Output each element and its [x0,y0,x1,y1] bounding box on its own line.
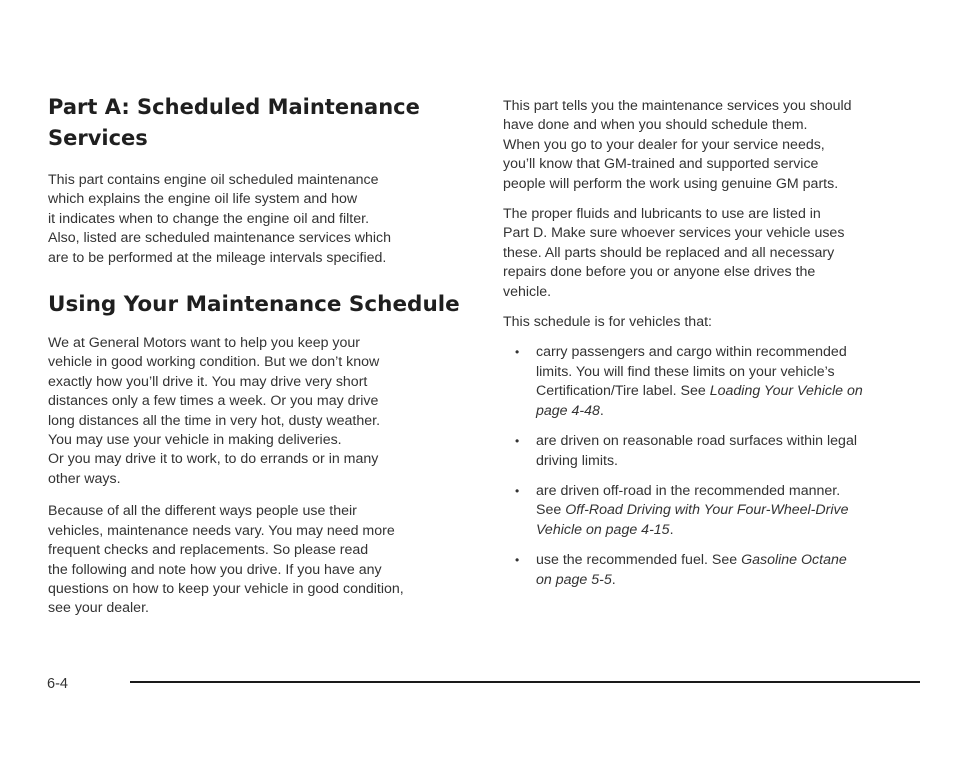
text-line: you’ll know that GM-trained and supported service [503,156,819,173]
list-item [503,482,923,540]
heading-part-a [48,92,478,154]
text-line: are driven off-road in the recommended manner. [536,482,841,499]
text-line: Part D. Make sure whoever services your vehicle uses [503,225,845,242]
text-line [536,402,923,421]
text-line: When you go to your dealer for your service needs, [503,136,825,153]
heading-using-schedule: Using Your Maintenance Schedule [48,292,460,318]
left-column [48,92,478,619]
using-paragraph-2 [48,502,478,618]
cross-reference[interactable]: Loading Your Vehicle on [709,383,863,400]
bullet-icon: • [515,553,520,568]
text-line: see your dealer. [48,600,149,617]
text-line [536,521,923,540]
text-line: exactly how you’ll drive it. You may drive very short [48,373,368,390]
text-line: it indicates when to change the engine oil and filter. [48,210,370,227]
text-line: these. All parts should be replaced and all necessary [503,244,835,261]
cross-reference[interactable]: Off-Road Driving with Your Four-Wheel-Drive [565,502,849,519]
cross-reference[interactable]: page 4-48 [536,402,600,419]
list-item [503,432,923,471]
heading-part-a-line: Services [48,126,148,150]
text-line: carry passengers and cargo within recommended [536,344,847,361]
text-line [536,382,923,401]
text-line: other ways. [48,470,121,487]
right-paragraph-3: This schedule is for vehicles that: [503,314,712,331]
text-run: See [536,502,566,519]
vehicle-conditions-list [503,343,923,589]
cross-reference[interactable]: Vehicle on page 4-15 [536,521,670,538]
page-number: 6-4 [47,676,68,692]
text-line: Also, listed are scheduled maintenance services which [48,230,392,247]
text-line: questions on how to keep your vehicle in good condition, [48,580,404,597]
text-run: . [599,402,604,419]
text-line [536,571,923,590]
text-line: We at General Motors want to help you keep your [48,335,361,352]
bullet-icon: • [515,483,520,498]
bullet-icon: • [515,434,520,449]
text-run: use the recommended fuel. See [536,552,742,569]
text-line: driving limits. [536,452,618,469]
text-line: have done and when you should schedule them. [503,117,808,134]
cross-reference[interactable]: on page 5-5 [536,571,612,588]
text-line: vehicles, maintenance needs vary. You may need more [48,522,395,539]
text-line: long distances all the time in very hot, dusty weather. [48,412,381,429]
text-line: limits. You will find these limits on your vehicle’s [536,363,835,380]
text-line: are to be performed at the mileage intervals specified. [48,249,387,266]
text-line: You may use your vehicle in making deliveries. [48,432,342,449]
text-line: distances only a few times a week. Or you may drive [48,393,379,410]
text-line: vehicle in good working condition. But we don’t know [48,354,380,371]
text-line: which explains the engine oil life system and how [48,191,358,208]
text-line: This part contains engine oil scheduled maintenance [48,172,379,188]
text-line: frequent checks and replacements. So please read [48,542,369,559]
bullet-icon: • [515,345,520,360]
text-line: vehicle. [503,283,552,300]
text-line [536,501,923,520]
list-item [503,343,923,421]
cross-reference[interactable]: Gasoline Octane [741,552,847,569]
text-line: the following and note how you drive. If you have any [48,561,382,578]
right-paragraph-1 [503,97,923,194]
text-line: This part tells you the maintenance services you should [503,98,852,114]
text-run: . [611,571,616,588]
text-line: The proper fluids and lubricants to use are listed in [503,206,821,223]
text-line: Because of all the different ways people use their [48,503,357,520]
right-paragraph-2 [503,205,923,302]
using-paragraph-1 [48,334,478,489]
text-line: repairs done before you or anyone else drives the [503,264,816,281]
heading-part-a-line: Part A: Scheduled Maintenance [48,95,420,119]
text-run: Certification/Tire label. See [536,383,710,400]
part-a-paragraph [48,171,478,268]
right-column [503,97,923,601]
text-line: are driven on reasonable road surfaces within legal [536,433,857,450]
footer-divider [130,681,920,683]
text-run: . [669,521,674,538]
text-line [536,551,923,570]
text-line: people will perform the work using genuine GM parts. [503,175,839,192]
list-item [503,551,923,590]
text-line: Or you may drive it to work, to do errands or in many [48,451,379,468]
